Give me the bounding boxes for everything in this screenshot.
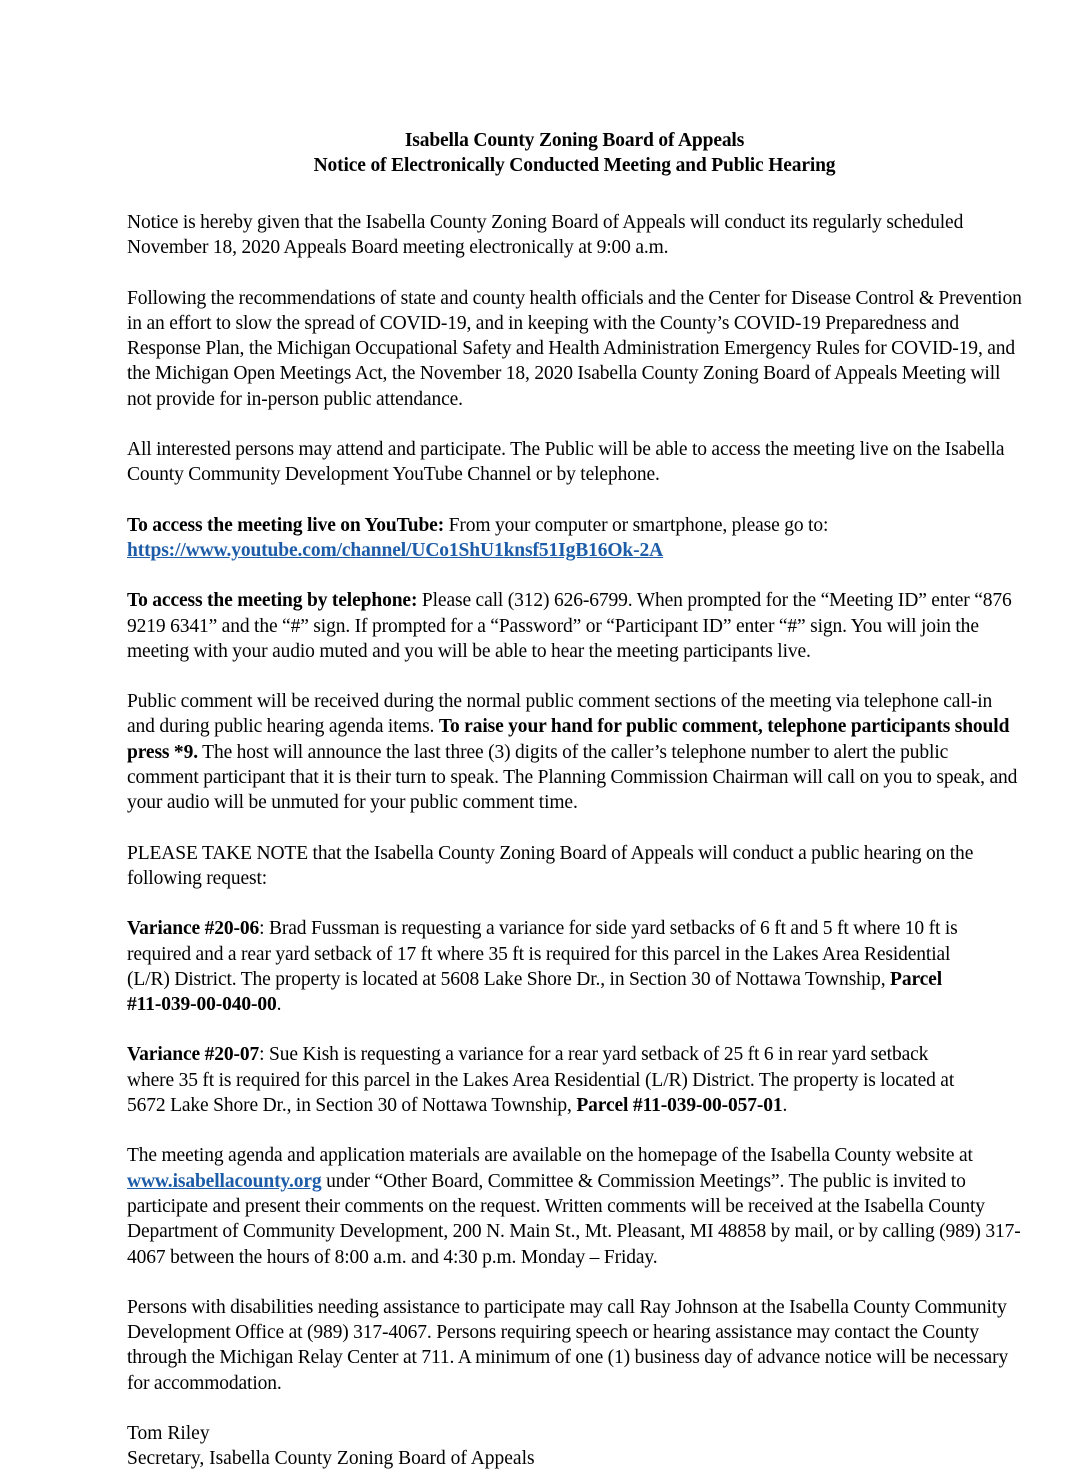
- paragraph-disabilities-assistance: Persons with disabilities needing assistance to participate may call Ray Johnson at the Isabella County Community Development Office at (989) 317-4067. Persons requiring speech or hearing assistance may contact the County through the Michigan Relay Center at 711. A minimum of one (1) business day of advance notice will be necessary for accommodation.: [127, 1296, 1009, 1394]
- spacer: [127, 1017, 1022, 1042]
- title-line-2: Notice of Electronically Conducted Meeting and Public Hearing: [313, 155, 836, 176]
- variance-body-end-20-07: .: [782, 1095, 788, 1117]
- paragraph-notice-intro: Notice is hereby given that the Isabella County Zoning Board of Appeals will conduct its regularly scheduled November 18, 2020 Appeals Board meeting electronically at 9:00 a.m.: [127, 212, 964, 259]
- public-comment-text-after: The host will announce the last three (3) digits of the caller’s telephone number to alert the public comment participant that it is their turn to speak. The Planning Commission Chairman will call on you to speak, and your audio will be unmuted for your public comment time.: [127, 741, 1018, 814]
- paragraph-take-note: PLEASE TAKE NOTE that the Isabella County Zoning Board of Appeals will conduct a public hearing on the following request:: [127, 842, 974, 889]
- paragraph-telephone-access: [127, 588, 1022, 664]
- paragraph-youtube-access: [127, 513, 1022, 564]
- variance-label-20-06: Variance #20-06: [127, 918, 260, 940]
- spacer: [127, 664, 1022, 689]
- variance-body-end-20-06: .: [276, 994, 282, 1016]
- variance-body-20-07: : Sue Kish is requesting a variance for a rear yard setback of 25 ft 6 in rear yard setback where 35 ft is required for this parcel in the Lakes Area Residential (L/R) District. The property is located at 5672 Lake Shore Dr., in Section 30 of Nottawa Township,: [127, 1044, 955, 1117]
- spacer: [127, 1396, 1022, 1421]
- spacer: [127, 563, 1022, 588]
- youtube-access-label: To access the meeting live on YouTube:: [127, 514, 445, 536]
- page-title: [127, 128, 1022, 178]
- signature-title: Secretary, Isabella County Zoning Board of Appeals: [127, 1448, 535, 1470]
- document-body: [127, 128, 1022, 1472]
- agenda-materials-text-after: under “Other Board, Committee & Commission Meetings”. The public is invited to participate and present their comments on the request. Written comments will be received at the Isabella County Department of Community Development, 200 N. Main St., Mt. Pleasant, MI 48858 by mail, or by calling (989) 317-4067 between the hours of 8:00 a.m. and 4:30 p.m. Monday – Friday.: [127, 1170, 1021, 1268]
- signature-name: Tom Riley: [127, 1422, 210, 1444]
- public-comment-raise-hand-instruction: To raise your hand for public comment, telephone participants should press *9.: [127, 716, 1010, 763]
- paragraph-agenda-materials: [127, 1143, 1022, 1269]
- variance-parcel-20-06: Parcel #11-039-00-040-00: [127, 968, 943, 1016]
- telephone-access-text: Please call (312) 626-6799. When prompted for the “Meeting ID” enter “876 9219 6341” and the “#” sign. If prompted for a “Password” or “Participant ID” enter “#” sign. You will join the meeting with your audio muted and you will be able to hear the meeting participants live.: [127, 590, 1012, 662]
- spacer: [127, 816, 1022, 841]
- signature-block: [127, 1421, 1022, 1472]
- variance-body-20-06: : Brad Fussman is requesting a variance for side yard setbacks of 6 ft and 5 ft where 10 ft is required and a rear yard setback of 17 ft where 35 ft is required for this parcel in the Lakes Area Residential (L/R) District. The property is located at 5608 Lake Shore Dr., in Section 30 of Nottawa Township,: [127, 918, 958, 990]
- paragraph-public-comment: [127, 689, 1022, 815]
- spacer: [127, 412, 1022, 437]
- paragraph-covid-recommendations: Following the recommendations of state and county health officials and the Center for Disease Control & Prevention in an effort to slow the spread of COVID-19, and in keeping with the County’s COVID-19 Preparedness and Response Plan, the Michigan Occupational Safety and Health Administration Emergency Rules for COVID-19, and the Michigan Open Meetings Act, the November 18, 2020 Isabella County Zoning Board of Appeals Meeting will not provide for in-person public attendance.: [127, 287, 1022, 410]
- spacer: [127, 1118, 1022, 1143]
- title-line-1: Isabella County Zoning Board of Appeals: [404, 130, 745, 151]
- agenda-materials-text-before: The meeting agenda and application materials are available on the homepage of the Isabella County website at: [127, 1145, 973, 1167]
- variance-item-20-07: [127, 1042, 964, 1118]
- youtube-access-text: From your computer or smartphone, please go to:: [444, 514, 829, 536]
- variance-parcel-20-07: Parcel #11-039-00-057-01: [576, 1095, 783, 1117]
- spacer: [127, 178, 1022, 210]
- variance-item-20-06: [127, 916, 964, 1017]
- spacer: [127, 891, 1022, 916]
- youtube-channel-link[interactable]: https://www.youtube.com/channel/UCo1ShU1knsf51IgB16Ok-2A: [127, 539, 664, 561]
- isabella-county-website-link[interactable]: www.isabellacounty.org: [127, 1170, 322, 1192]
- public-comment-text-before: Public comment will be received during the normal public comment sections of the meeting via telephone call-in and during public hearing agenda items.: [127, 691, 993, 738]
- paragraph-attend-participate: All interested persons may attend and participate. The Public will be able to access the meeting live on the Isabella County Community Development YouTube Channel or by telephone.: [127, 439, 1005, 486]
- spacer: [127, 1270, 1022, 1295]
- spacer: [127, 488, 1022, 513]
- telephone-access-label: To access the meeting by telephone:: [127, 590, 418, 612]
- spacer: [127, 261, 1022, 286]
- variance-label-20-07: Variance #20-07: [127, 1044, 260, 1066]
